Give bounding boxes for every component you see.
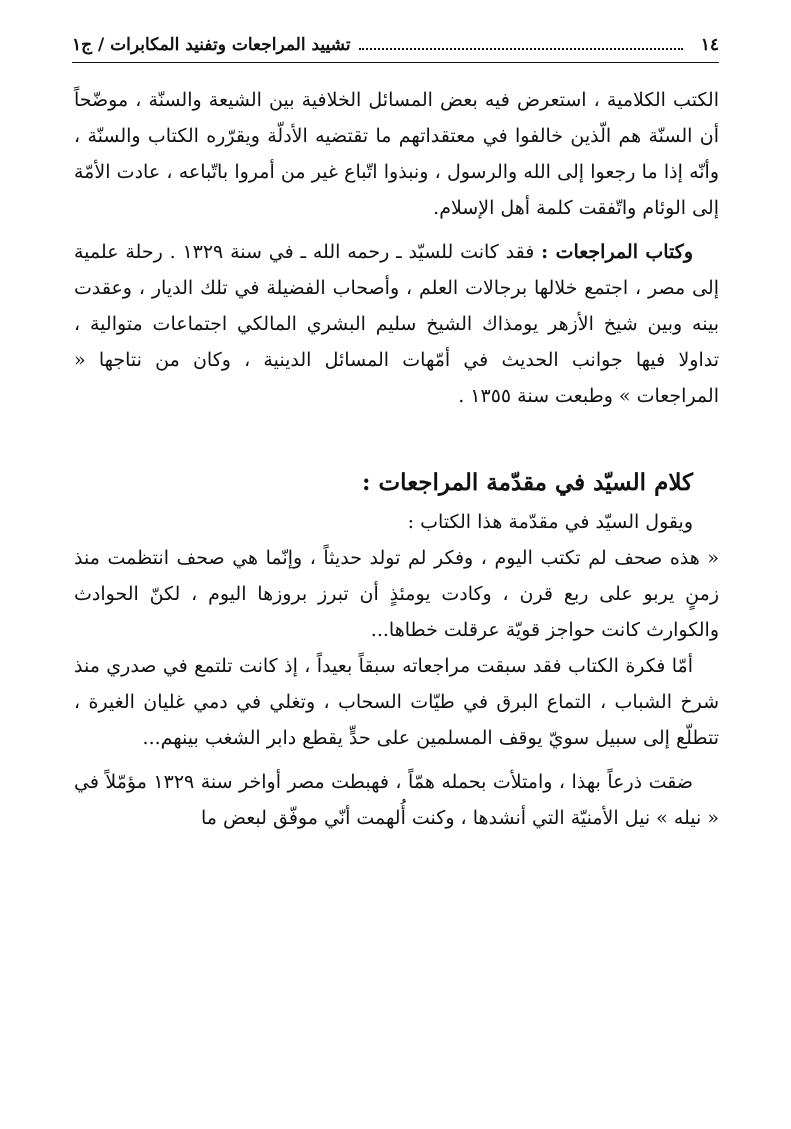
paragraph-kalam-books: الكتب الكلامية ، استعرض فيه بعض المسائل الخلافية بين الشيعة والسنّة ، موضّحاً أن السنّة هم الّذين خالفوا في معتقداتهم ما تقتضيه الأدلّة ويقرّره الكتاب والسنّة ، وأنّه إذا ما رجعوا إلى الله والرسول ، ونبذوا اتّباع غير من أمروا باتّباعه ، عادت الأمّة إلى الوئام واتّفقت كلمة أهل الإسلام.: [74, 89, 719, 219]
quote-paragraph: « هذه صحف لم تكتب اليوم ، وفكر لم تولد حديثاً ، وإنّما هي صحف انتظمت منذ زمنٍ يربو على ربع قرن ، وكادت يومئذٍ أن تبرز بروزها اليوم ، لكنّ الحوادث والكوارث كانت حواجز قويّة عرقلت خطاها...: [74, 547, 719, 641]
header-dot-leader: [359, 48, 683, 50]
paragraph-lead-term: وكتاب المراجعات :: [541, 241, 694, 263]
paragraph-body-text: فقد كانت للسيّد ـ رحمه الله ـ في سنة ١٣٢٩ . رحلة علمية إلى مصر ، اجتمع خلالها برجالات العلم ، وأصحاب الفضيلة في تلك الديار ، وعقدت بينه وبين شيخ الأزهر يومذاك الشيخ سليم البشري المالكي اجتماعات متوالية ، تداولا فيها جوانب الحديث في أمّهات المسائل الدينية ، وكان من نتاجها « المراجعات » وطبعت سنة ١٣٥٥ .: [74, 241, 719, 407]
spacer: [74, 756, 719, 764]
section-intro: ويقول السيّد في مقدّمة هذا الكتاب :: [407, 511, 693, 533]
spacer: [74, 226, 719, 234]
spacer: [74, 414, 719, 462]
section-heading: كلام السيّد في مقدّمة المراجعات :: [362, 469, 693, 496]
quote-paragraph: أمّا فكرة الكتاب فقد سبقت مراجعاته سبقاً بعيداً ، إذ كانت تلتمع في صدري منذ شرخ الشباب ، التماع البرق في طيّات السحاب ، وتغلي في دمي غليان الغيرة ، تتطلّع إلى سبيل سويّ يوقف المسلمين على حدٍّ يقطع دابر الشغب بينهم...: [74, 655, 719, 749]
quote-paragraph: ضقت ذرعاً بهذا ، وامتلأت بحمله همّاً ، فهبطت مصر أواخر سنة ١٣٢٩ مؤمّلاً في « نيله » نيل الأمنيّة التي أنشدها ، وكنت أُلهمت أنّي موفّق لبعض ما: [74, 771, 719, 829]
running-header: [72, 28, 719, 63]
paragraph-muraja-at-book: [74, 234, 719, 414]
page-body: [74, 82, 719, 836]
running-title: تشييد المراجعات وتفنيد المكابرات / ج١: [72, 35, 351, 55]
page-number: ١٤: [700, 35, 719, 55]
